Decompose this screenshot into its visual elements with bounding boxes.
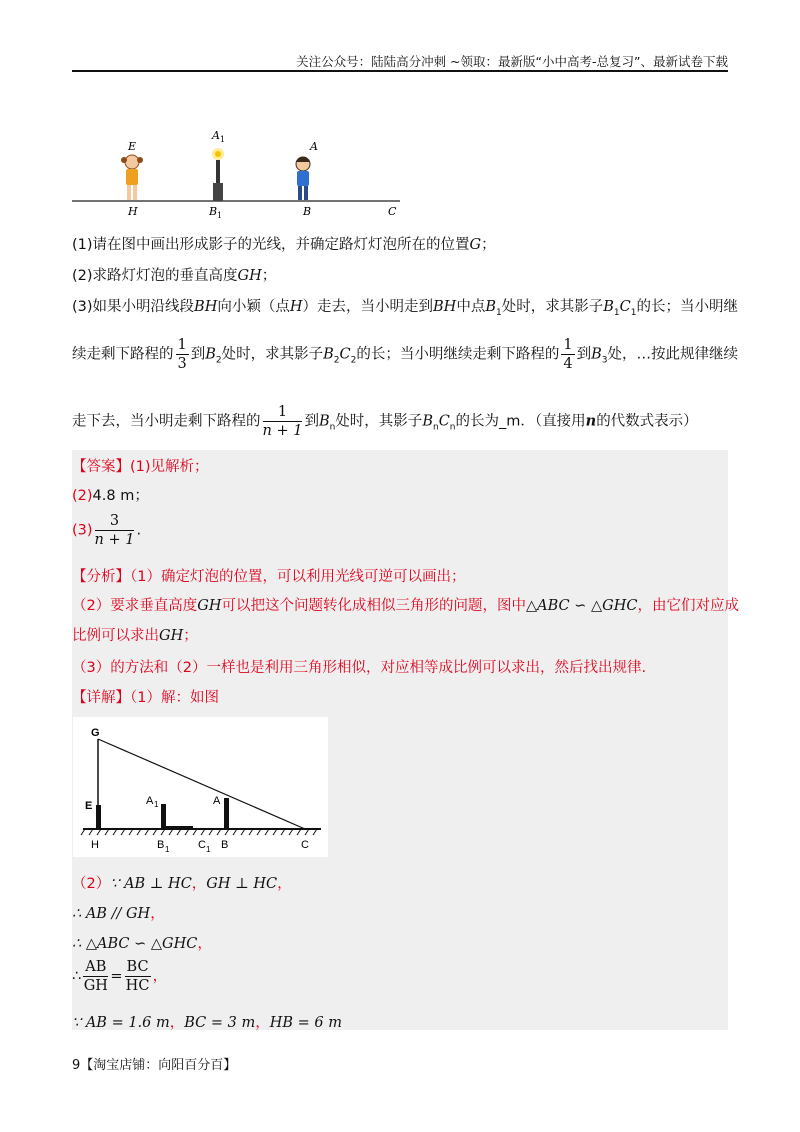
post-EH: [96, 805, 101, 829]
solution-line-4: ∴ $\frac{AB}{GH}$ = $\frac{BC}{HC}$ ，: [72, 959, 168, 994]
figure-street-scene: [70, 128, 410, 228]
label-B: B: [221, 839, 229, 851]
label-E: E: [85, 800, 93, 812]
street-lamp: [212, 148, 224, 201]
label-B1-sub: 1: [217, 211, 223, 220]
page-footer: [72, 1054, 236, 1073]
question-3-line-1: (3)如果小明沿线段BH向小颖（点H）走去，当小明走到BH中点$B_1$处时，求其影子$B_1C_1$的长；当小明继: [72, 299, 738, 318]
post-AB: [224, 798, 229, 829]
fraction: $\frac{1}{4}$: [563, 337, 573, 372]
answer-line-1: 【答案】(1)见解析；: [72, 459, 209, 475]
question-3-line-3: 走下去，当小明走剩下路程的 $\frac{1}{n + 1}$ 到$B_n$处时，其影子$B_nC_n$的长为_m．（直接用n的代数式表示）: [72, 404, 698, 439]
header-rule: [72, 70, 728, 72]
post-A1B1: [161, 804, 166, 829]
fraction: $\frac{BC}{HC}$: [125, 959, 150, 994]
label-A: A: [310, 140, 318, 153]
fraction: $\frac{AB}{GH}$: [83, 959, 108, 994]
label-A1-sub: 1: [154, 800, 159, 809]
question-1: (1)请在图中画出形成影子的光线，并确定路灯灯泡所在的位置G；: [72, 237, 496, 253]
question-3-line-2: 续走剩下路程的 $\frac{1}{3}$ 到$B_2$处时，求其影子$B_2C_2$的长；当小明继续走剩下路程的 $\frac{1}{4}$ 到$B_3$处，…按此规律继续: [72, 337, 738, 372]
analysis-line-4: （3）的方法和（2）一样也是利用三角形相似，对应相等成比例可以求出，然后找出规律.: [72, 660, 647, 676]
answer-line-2: (2)4.8 m；: [72, 488, 149, 504]
label-B1: B: [209, 205, 218, 218]
page-header: 关注公众号：陆陆高分冲刺 ~领取：最新版“小中高考-总复习”、最新试卷下载: [296, 54, 728, 69]
answer-line-3: (3) $\frac{3}{n + 1}$ .: [72, 513, 142, 548]
figure-solution-diagram: [73, 717, 328, 857]
fraction: $\frac{3}{n + 1}$: [94, 513, 135, 548]
solution-line-1: （2）∵ AB ⊥ HC，GH ⊥ HC，: [72, 876, 292, 892]
solution-line-5: ∵ AB = 1.6 m，BC = 3 m，HB = 6 m: [72, 1015, 342, 1031]
solution-line-2: ∴ AB // GH，: [72, 906, 165, 922]
label-C: C: [301, 839, 309, 851]
detail-heading: 【详解】（1）解：如图: [72, 690, 219, 706]
analysis-line-2: （2）要求垂直高度GH可以把这个问题转化成相似三角形的问题，图中△ABC ∽ △GHC，由它们对应成: [72, 598, 739, 614]
page-number: 9: [72, 1058, 81, 1073]
solution-line-3: ∴ △ABC ∽ △GHC，: [72, 936, 212, 952]
boy-figure: [296, 157, 310, 200]
label-B1-sub: 1: [165, 845, 170, 854]
label-C1: C: [198, 839, 206, 851]
analysis-line-3: 比例可以求出GH；: [72, 628, 198, 644]
fraction: $\frac{1}{n + 1}$: [262, 404, 303, 439]
label-H: H: [128, 205, 138, 218]
girl-figure: [121, 155, 143, 200]
label-C1-sub: 1: [206, 845, 211, 854]
label-A1: A: [212, 129, 220, 142]
label-B1: B: [157, 839, 165, 851]
footer-shop: 【淘宝店铺：向阳百分百】: [80, 1058, 237, 1073]
label-H: H: [91, 839, 99, 851]
fraction: $\frac{1}{3}$: [177, 337, 187, 372]
label-A1: A: [146, 795, 154, 807]
label-B: B: [303, 205, 312, 218]
label-A: A: [213, 795, 221, 807]
label-E: E: [128, 140, 137, 153]
label-A1-sub: 1: [220, 135, 226, 144]
label-C: C: [388, 205, 397, 218]
analysis-line-1: 【分析】（1）确定灯泡的位置，可以利用光线可逆可以画出；: [72, 569, 466, 585]
question-2: (2)求路灯灯泡的垂直高度GH；: [72, 268, 277, 284]
label-G: G: [91, 727, 100, 739]
